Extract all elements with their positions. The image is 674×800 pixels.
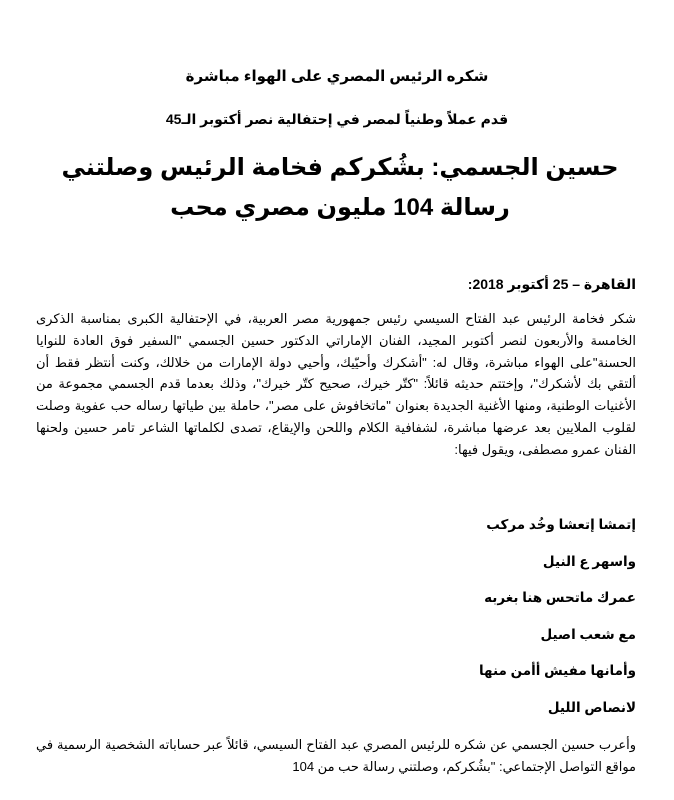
song-lyrics bbox=[36, 514, 636, 734]
article-closing-paragraph: وأعرب حسين الجسمي عن شكره للرئيس المصري عبد الفتاح السيسي، قائلاً عبر حساباته الشخصية الرسمية في مواقع التواصل الإجتماعي: "بشُكركم، وصلتني رسالة حب من 104 bbox=[36, 737, 636, 774]
article-subkicker: قدم عملاً وطنياً لمصر في إحتفالية نصر أكتوبر الـ45 bbox=[165, 111, 509, 127]
lyric-line: إتمشا إتعشا وخُد مركب bbox=[486, 517, 636, 532]
article-headline: حسين الجسمي: بشُكركم فخامة الرئيس وصلتني رسالة 104 مليون مصري محب bbox=[61, 154, 619, 221]
lyric-line: لانصاص الليل bbox=[547, 699, 636, 715]
article-body-paragraph: شكر فخامة الرئيس عبد الفتاح السيسي رئيس جمهورية مصر العربية، في الإحتفالية الكبرى بمناسبة الذكرى الخامسة والأربعون لنصر أكتوبر المجيد، الفنان الإماراتي الدكتور حسين الجسمي "السفير فوق العادة للنوايا الحسنة"على الهواء مباشرة، وقال له: "أشكرك وأحيّيك، وأحيي دولة الإمارات من خلالك، وكنت أنتظر فقط أن ألتقي بك لأشكرك"، وإختتم حديثه قائلاً: "كتّر خيرك، صحيح كتّر خيرك"، وذلك بعدما قدم الجسمي مجموعة من الأغنيات الوطنية، ومنها الأغنية الجديدة بعنوان "ماتخافوش على مصر"، حاملة بين طياتها رساله حب عفوية وصلت لقلوب الملايين بعد عرضها مباشرة، لشفافية الكلام واللحن والإيقاع، تصدى لكلماتها الشاعر تامر حسين ولحنها الفنان عمرو مصطفى، ويقول فيها: bbox=[36, 311, 636, 457]
article-kicker: شكره الرئيس المصري على الهواء مباشرة bbox=[185, 68, 489, 85]
lyric-line: مع شعب اصيل bbox=[540, 626, 636, 642]
lyric-line: واسهر ع النيل bbox=[542, 553, 636, 569]
article-dateline: القاهرة – 25 أكتوبر 2018: bbox=[467, 276, 636, 292]
lyric-line: عمرك ماتحس هنا بغربه bbox=[484, 590, 636, 606]
lyric-line: وأمانها مفيش أأمن منها bbox=[478, 663, 636, 679]
